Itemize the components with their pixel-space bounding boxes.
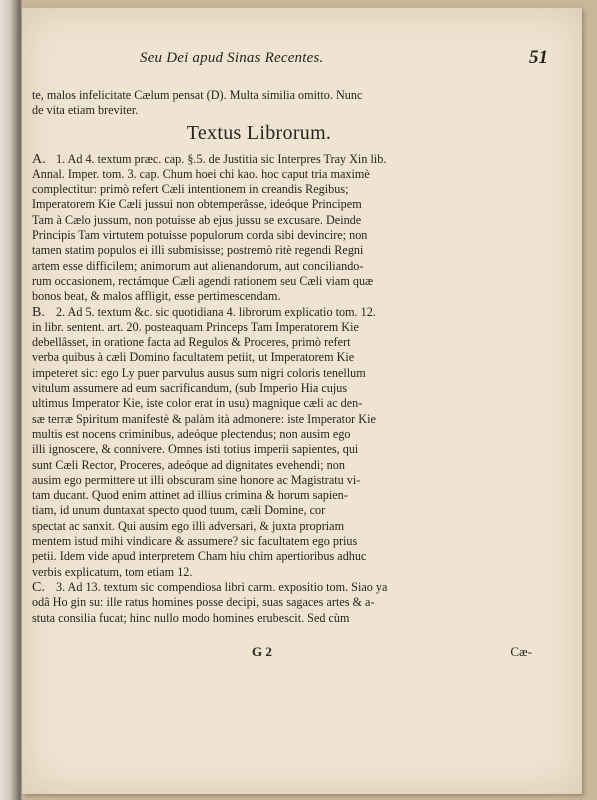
text-line: ausim ego permittere ut illi obscuram sine honore ac Magistratu vi- xyxy=(32,472,361,487)
page-number: 51 xyxy=(529,47,548,68)
signature-mark: G 2 xyxy=(252,644,272,659)
text-line: odâ Ho gin su: ille ratus homines posse decipi, suas sagaces artes & a- xyxy=(32,595,375,610)
paragraph-b xyxy=(32,305,486,580)
text-line: mentem istud mihi vindicare & assumere? sic facultatem ego prius xyxy=(32,534,358,549)
text-line: Annal. Imper. tom. 3. cap. Chum hoei chi kao. hoc caput tria maximè xyxy=(32,166,370,181)
page-footer xyxy=(22,644,582,662)
text-line: tam ducant. Quod enim attinet ad illius crimina & horum sapien- xyxy=(32,488,348,503)
text-line: 3. Ad 13. textum sic compendiosa libri carm. expositio tom. Siao ya xyxy=(56,579,388,594)
text-line: vitulum assumere ad eum sacrificandum, (sub Imperio Hia cujus xyxy=(32,381,348,396)
text-line: stuta consilia fucat; hinc nullo modo homines erubescit. Sed cùm xyxy=(32,610,350,625)
text-line: complectitur: primò refert Cæli intentionem in creandis Regibus; xyxy=(32,182,349,197)
text-line: in libr. sentent. art. 20. posteaquam Princeps Tam Imperatorem Kie xyxy=(32,319,359,334)
text-line: rum occasionem, rectámque Cæli agendi rationem seu Cæli viam quæ xyxy=(32,273,374,288)
body-text xyxy=(32,88,486,626)
text-line: tamen statim populos ei illi submisisse; postremò ritè regendi Regni xyxy=(32,243,364,258)
text-line: petii. Idem vide apud interpretem Cham hiu chim apertioribus adhuc xyxy=(32,549,367,564)
text-line: verbis explicatum, tom etiam 12. xyxy=(32,564,193,579)
text-line: ultimus Imperator Kie, iste color erat in usu) magnique cæli ac den- xyxy=(32,396,363,411)
text-line: illi ignoscere, & connivere. Omnes isti totius imperii sapientes, qui xyxy=(32,442,359,457)
paragraph-c xyxy=(32,580,486,626)
paragraph-a xyxy=(32,152,486,305)
text-line: Imperatorem Kie Cæli jussui non obtemperâsse, ideóque Principem xyxy=(32,197,362,212)
text-line: bonos beat, & malos affligit, esse pertimescendam. xyxy=(32,289,281,304)
text-line: sunt Cæli Rector, Proceres, adeóque ad dignitates evehendi; non xyxy=(32,457,345,472)
book-spine-shadow xyxy=(0,0,22,800)
intro-line: te, malos infelicitate Cælum pensat (D). Multa similia omitto. Nunc xyxy=(32,88,363,102)
catchword: Cæ- xyxy=(510,644,532,659)
text-line: sæ terræ Spiritum manifestè & palàm ità admonere: iste Imperator Kie xyxy=(32,411,376,426)
text-line: Principis Tam virtutem potuisse populorum corda sibi devincire; non xyxy=(32,228,368,243)
text-line: 2. Ad 5. textum &c. sic quotidiana 4. librorum explicatio tom. 12. xyxy=(56,304,376,319)
text-line: tiam, id unum duntaxat specto quod tuum, cæli Domine, cor xyxy=(32,503,326,518)
running-title: Seu Dei apud Sinas Recentes. xyxy=(140,50,324,66)
page-header xyxy=(22,47,582,74)
intro-line: de vita etiam breviter. xyxy=(32,103,139,118)
paragraph-marker: C. xyxy=(32,579,45,595)
paragraph-marker: B. xyxy=(32,304,45,320)
text-line: debellâsset, in oratione facta ad Regulos & Proceres, primò refert xyxy=(32,335,351,350)
text-line: verba quibus à cæli Domino facultatem petiit, ut Imperatorem Kie xyxy=(32,350,355,365)
text-line: multis est nocens criminibus, adeóque plectendus; non ausim ego xyxy=(32,426,351,441)
paragraph-marker: A. xyxy=(32,151,46,167)
text-line: artem esse difficilem; animorum aut alienandorum, aut conciliando- xyxy=(32,258,364,273)
text-line: spectat ac sanxit. Qui ausim ego illi adversari, & juxta propriam xyxy=(32,518,345,533)
text-line: 1. Ad 4. textum præc. cap. §.5. de Justitia sic Interpres Tray Xin lib. xyxy=(56,151,387,166)
section-heading: Textus Librorum. xyxy=(186,121,332,144)
text-line: impeteret sic: ego Ly puer parvulus ausus sum nigri coloris tenellum xyxy=(32,365,366,380)
text-line: Tam à Cælo jussum, non potuisse ab ejus jussu se excusare. Deinde xyxy=(32,212,362,227)
book-page xyxy=(22,8,582,794)
